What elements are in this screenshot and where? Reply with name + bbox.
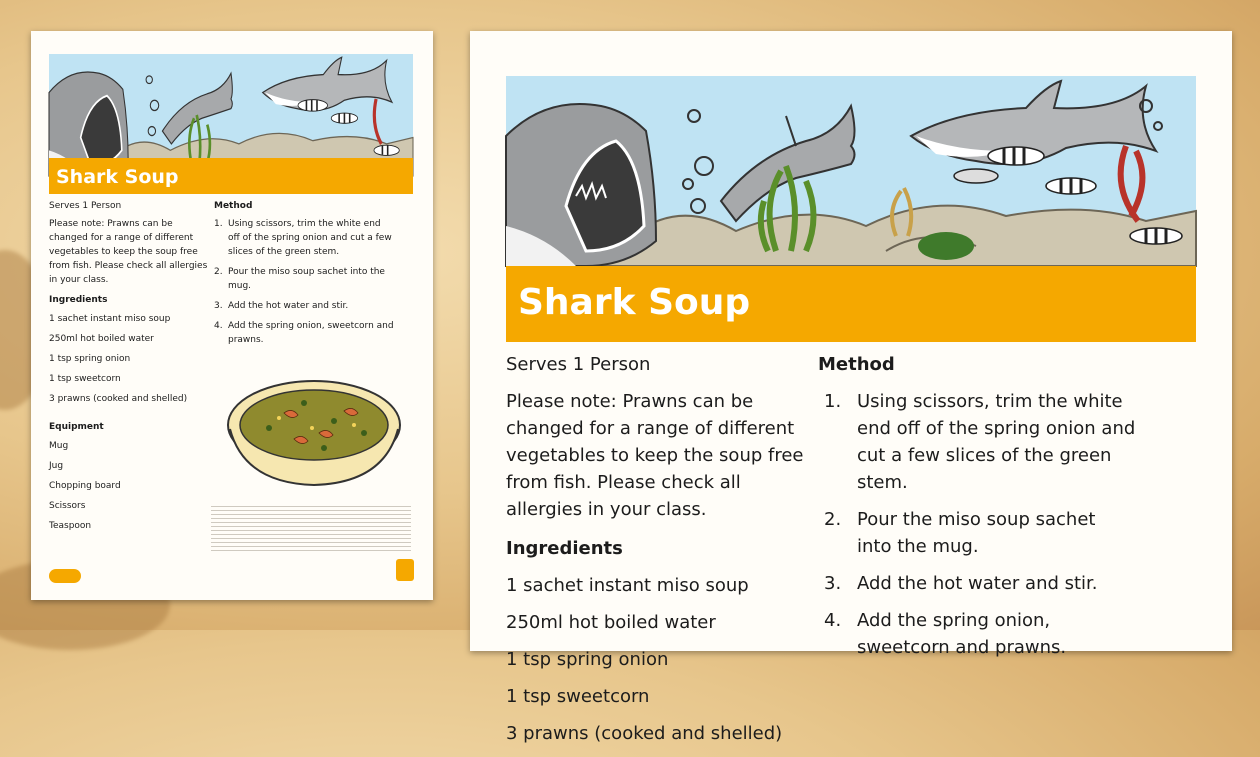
list-item: 1 sachet instant miso soup: [49, 314, 171, 324]
step-text: Pour the miso soup sachet into the mug.: [228, 267, 385, 291]
list-item: Scissors: [49, 501, 86, 511]
method-column: [818, 351, 1188, 671]
step-number: 2.: [824, 509, 842, 530]
method-step: [818, 570, 1188, 597]
list-item: Mug: [49, 441, 69, 451]
method-step: [818, 607, 1188, 661]
ingredients-list: [49, 312, 209, 406]
method-list: [818, 388, 1188, 661]
badge-icon: [396, 559, 414, 581]
allergy-note: Please note: Prawns can be changed for a range of different vegetables to keep the soup free from fish. Please check all allergies in your class.: [49, 219, 208, 285]
list-item: Teaspoon: [49, 521, 92, 531]
page-title: Shark Soup: [506, 266, 1196, 342]
method-step: [214, 265, 394, 293]
ingredients-heading: Ingredients: [49, 295, 108, 305]
list-item: 250ml hot boiled water: [506, 612, 716, 633]
copyright-footnote: [211, 506, 411, 554]
ingredients-heading: Ingredients: [506, 538, 623, 559]
step-text: Add the hot water and stir.: [228, 301, 349, 311]
step-number: 2.: [214, 267, 223, 277]
step-text: Using scissors, trim the white end off of the spring onion and cut a few slices of the green stem.: [228, 219, 392, 257]
method-list: [214, 217, 394, 347]
ocean-scene: [506, 76, 1196, 266]
equipment-list: [49, 439, 209, 533]
list-item: 1 tsp sweetcorn: [506, 686, 650, 707]
list-item: 1 tsp spring onion: [49, 354, 131, 364]
step-number: 3.: [824, 573, 842, 594]
list-item: 3 prawns (cooked and shelled): [49, 394, 188, 404]
step-number: 1.: [214, 219, 223, 229]
list-item: Jug: [49, 461, 64, 471]
method-step: [214, 217, 394, 259]
step-text: Add the spring onion, sweetcorn and prawns.: [228, 321, 394, 345]
recipe-left-column: [506, 351, 806, 757]
method-heading: Method: [214, 201, 253, 211]
shark-banner: [506, 76, 1196, 266]
allergy-note: Please note: Prawns can be changed for a range of different vegetables to keep the soup free from fish. Please check all allergies in your class.: [506, 391, 804, 520]
method-step: [818, 506, 1188, 560]
list-item: 250ml hot boiled water: [49, 334, 154, 344]
recipe-left-column: [49, 199, 209, 539]
method-heading: Method: [818, 354, 895, 375]
list-item: 3 prawns (cooked and shelled): [506, 723, 783, 744]
serves-text: Serves 1 Person: [506, 354, 651, 375]
method-column: [214, 199, 394, 353]
shark-icon: [506, 104, 656, 266]
method-step: [818, 388, 1188, 496]
step-number: 3.: [214, 301, 223, 311]
method-step: [214, 319, 394, 347]
step-text: Add the spring onion, sweetcorn and prawns.: [857, 610, 1067, 658]
recipe-page: [470, 31, 1232, 744]
step-number: 4.: [214, 321, 223, 331]
list-item: 1 sachet instant miso soup: [506, 575, 749, 596]
list-item: Chopping board: [49, 481, 121, 491]
step-text: Using scissors, trim the white end off of the spring onion and cut a few slices of the green stem.: [857, 391, 1136, 493]
list-item: 1 tsp sweetcorn: [49, 374, 121, 384]
twinkl-logo-icon: [49, 569, 81, 583]
step-number: 1.: [824, 391, 842, 412]
list-item: 1 tsp spring onion: [506, 649, 669, 670]
serves-text: Serves 1 Person: [49, 201, 122, 211]
recipe-thumbnail-page: [31, 31, 433, 600]
page-title: Shark Soup: [49, 158, 413, 194]
step-text: Pour the miso soup sachet into the mug.: [857, 509, 1096, 557]
method-step: [214, 299, 394, 313]
step-number: 4.: [824, 610, 842, 631]
soup-bowl-icon: [224, 373, 404, 488]
step-text: Add the hot water and stir.: [857, 573, 1098, 594]
ingredients-list: [506, 572, 806, 747]
equipment-heading: Equipment: [49, 422, 104, 432]
